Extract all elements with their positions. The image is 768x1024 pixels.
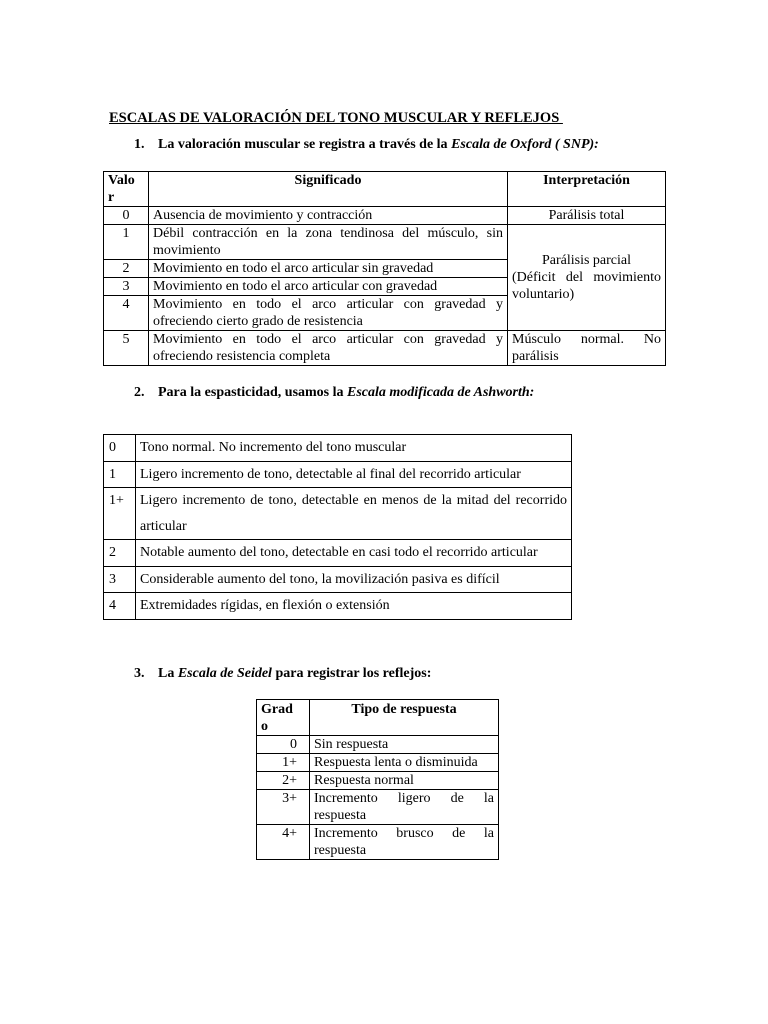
interpretation-line: parálisis: [512, 349, 559, 364]
grade-cell: 1+: [257, 754, 310, 772]
section1-scale-name: Escala de Oxford ( SNP):: [451, 137, 599, 152]
ashworth-scale-table: [103, 434, 572, 620]
description-cell: Ligero incremento de tono, detectable al final del recorrido articular: [136, 461, 572, 488]
section1-number: 1.: [134, 137, 145, 152]
column-header-meaning: Significado: [149, 172, 508, 207]
section2-text: Para la espasticidad, usamos la: [158, 385, 348, 400]
meaning-cell: Ausencia de movimiento y contracción: [149, 207, 508, 225]
grade-cell: 0: [104, 435, 136, 462]
interpretation-cell: Parálisis total: [508, 207, 666, 225]
response-cell: Incremento brusco de la respuesta: [310, 825, 499, 860]
table-row: [104, 207, 666, 225]
meaning-cell: Débil contracción en la zona tendinosa del músculo, sin movimiento: [149, 225, 508, 260]
interpretation-line: Parálisis parcial: [541, 253, 632, 268]
grade-cell: 4: [104, 593, 136, 620]
meaning-cell: Movimiento en todo el arco articular con gravedad y ofreciendo resistencia completa: [149, 331, 508, 366]
grade-cell: 3+: [257, 790, 310, 825]
section1-heading: [134, 137, 599, 153]
grade-cell: 1+: [104, 488, 136, 540]
table-row: [104, 593, 572, 620]
value-cell: 5: [104, 331, 149, 366]
value-cell: 3: [104, 278, 149, 296]
section2-heading: [134, 385, 534, 401]
grade-cell: 2+: [257, 772, 310, 790]
response-cell: Respuesta lenta o disminuida: [310, 754, 499, 772]
table-row: [104, 488, 572, 540]
meaning-cell: Movimiento en todo el arco articular sin gravedad: [149, 260, 508, 278]
column-header-grade: Grad o: [257, 700, 310, 736]
oxford-scale-table: [103, 171, 666, 366]
interpretation-cell: [508, 225, 666, 331]
table-header-row: [104, 172, 666, 207]
interpretation-cell: [508, 331, 666, 366]
description-cell: Tono normal. No incremento del tono muscular: [136, 435, 572, 462]
meaning-cell: Movimiento en todo el arco articular con gravedad y ofreciendo cierto grado de resistencia: [149, 296, 508, 331]
response-cell: Sin respuesta: [310, 736, 499, 754]
table-row: [104, 331, 666, 366]
table-row: [104, 461, 572, 488]
column-header-value: Valo r: [104, 172, 149, 207]
column-header-response: Tipo de respuesta: [310, 700, 499, 736]
table-row: [257, 754, 499, 772]
value-cell: 2: [104, 260, 149, 278]
section3-text-pre: La: [158, 666, 178, 681]
grade-cell: 4+: [257, 825, 310, 860]
response-cell: Respuesta normal: [310, 772, 499, 790]
response-cell: Incremento ligero de la respuesta: [310, 790, 499, 825]
section2-number: 2.: [134, 385, 145, 400]
table-row: [104, 435, 572, 462]
grade-cell: 1: [104, 461, 136, 488]
table-row: [104, 540, 572, 567]
section3-heading: [134, 666, 431, 682]
section3-number: 3.: [134, 666, 145, 681]
column-header-interpretation: Interpretación: [508, 172, 666, 207]
section3-scale-name: Escala de Seidel: [177, 666, 276, 681]
value-cell: 0: [104, 207, 149, 225]
description-cell: Extremidades rígidas, en flexión o extensión: [136, 593, 572, 620]
value-cell: 4: [104, 296, 149, 331]
table-row: [104, 566, 572, 593]
table-row: [257, 790, 499, 825]
table-row: [257, 772, 499, 790]
table-row: [257, 736, 499, 754]
description-cell: Considerable aumento del tono, la movilización pasiva es difícil: [136, 566, 572, 593]
document-title: ESCALAS DE VALORACIÓN DEL TONO MUSCULAR Y REFLEJOS: [109, 110, 563, 126]
grade-cell: 0: [257, 736, 310, 754]
interpretation-line: Músculo normal. No: [512, 332, 661, 347]
description-cell: Notable aumento del tono, detectable en casi todo el recorrido articular: [136, 540, 572, 567]
value-cell: 1: [104, 225, 149, 260]
grade-cell: 3: [104, 566, 136, 593]
table-row: [257, 825, 499, 860]
interpretation-line: (Déficit del movimiento: [512, 270, 661, 285]
section2-scale-name: Escala modificada de Ashworth:: [347, 385, 535, 400]
table-header-row: [257, 700, 499, 736]
interpretation-line: voluntario): [512, 287, 575, 302]
grade-cell: 2: [104, 540, 136, 567]
section3-text-post: para registrar los reflejos:: [275, 666, 432, 681]
meaning-cell: Movimiento en todo el arco articular con gravedad: [149, 278, 508, 296]
seidel-scale-table: [256, 699, 499, 860]
section1-text: La valoración muscular se registra a través de la: [158, 137, 452, 152]
description-cell: Ligero incremento de tono, detectable en menos de la mitad del recorrido articular: [136, 488, 572, 540]
table-row: [104, 225, 666, 260]
